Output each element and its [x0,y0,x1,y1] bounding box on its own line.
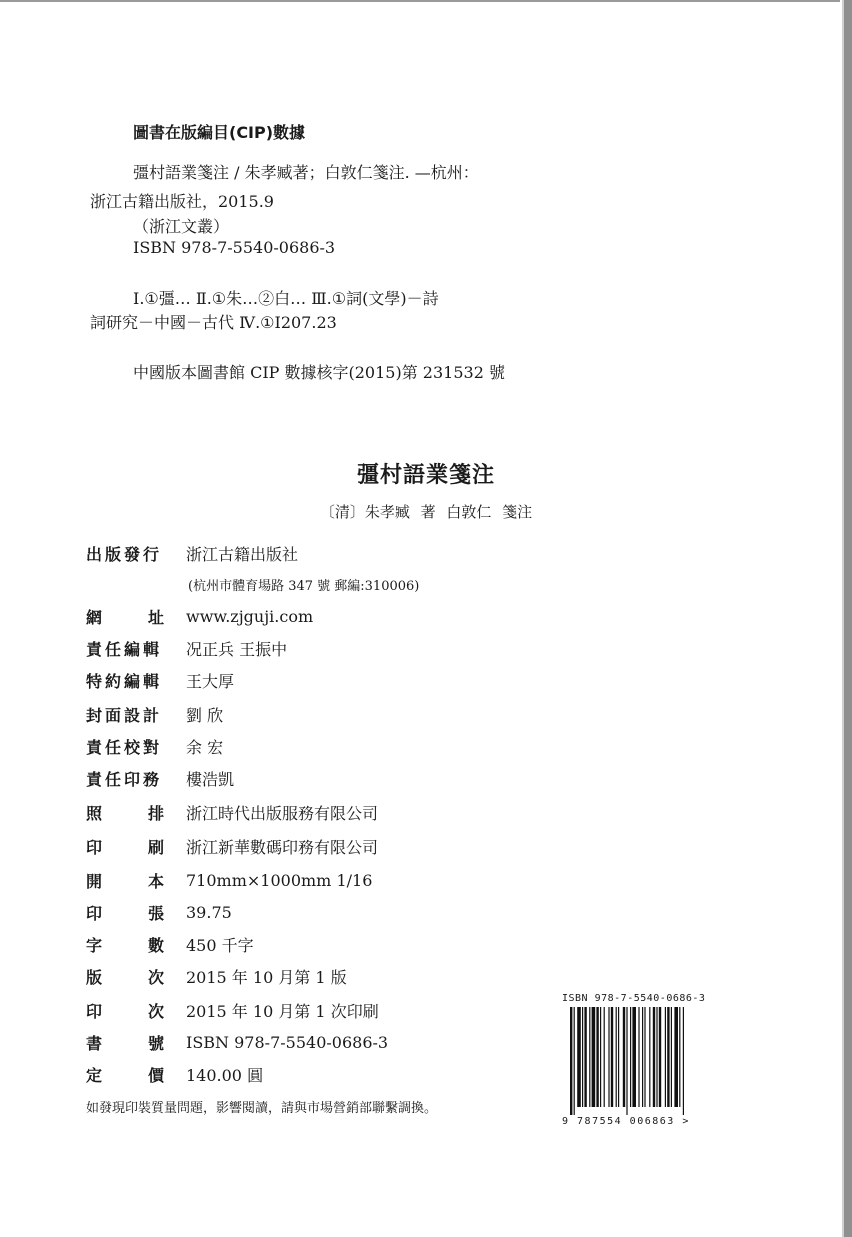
cip-line-title: 彊村語業箋注 / 朱孝臧著；白敦仁箋注. —杭州： [133,163,479,182]
barcode-bar [574,1007,575,1115]
barcode-bar [623,1007,625,1107]
info-label-char-2: 次 [147,967,164,987]
barcode-bar [649,1007,650,1107]
info-value: 余 宏 [186,737,224,757]
info-row-word-count [86,929,254,959]
info-label-char-2: 數 [147,935,164,955]
barcode-bar [644,1007,645,1107]
barcode-bar [659,1007,661,1107]
cip-line-classification-1: Ⅰ.①彊… Ⅱ.①朱…②白… Ⅲ.①詞(文學)－詩 [133,289,439,308]
cip-line-publisher: 浙江古籍出版社，2015.9 [90,192,274,211]
barcode-bar [589,1007,590,1107]
info-label-char-2: 張 [147,903,164,923]
info-label-char-1: 印 [86,903,103,923]
info-value: ISBN 978-7-5540-0686-3 [186,1032,389,1052]
info-label [86,965,164,988]
website-link[interactable]: www.zjguji.com [186,606,314,626]
cip-line-classification-2: 詞研究－中國－古代 Ⅳ.①I207.23 [90,313,337,332]
barcode-bar [674,1007,678,1107]
barcode-bar [582,1007,583,1107]
info-label-char-1: 字 [86,935,103,955]
barcode-bar [626,1007,627,1115]
info-row-editor [86,633,287,663]
info-value: 况正兵 王振中 [186,639,288,659]
info-value: 劉 欣 [186,705,224,725]
barcode-bar [600,1007,601,1107]
info-row-website [86,601,313,631]
barcode-bar [618,1007,619,1107]
info-label-char-2: 本 [147,871,164,891]
book-byline: 〔清〕朱孝臧 著 白敦仁 箋注 [319,503,533,521]
barcode-bar [667,1007,669,1107]
info-label [86,933,164,956]
barcode-bar [671,1007,672,1107]
info-value: 2015 年 10 月第 1 次印刷 [186,1001,379,1021]
info-row-sheets [86,897,232,927]
barcode-bar [653,1007,655,1107]
info-row-price [86,1059,263,1089]
info-label-char-2: 次 [147,1001,164,1021]
info-label [86,835,164,858]
isbn-barcode [562,993,732,1127]
cip-line-series: （浙江文叢） [133,217,230,236]
info-row-cover-design [86,699,223,729]
page-top-border [0,0,840,2]
info-row-print-manager [86,763,234,793]
barcode-bar [596,1007,598,1107]
barcode-bar [584,1007,586,1107]
barcode-bar [679,1007,680,1107]
barcode-digits: 9 787554 006863 > [562,1116,690,1127]
info-label-char-2: 刷 [147,837,164,857]
info-row-book-number [86,1027,388,1057]
info-label-char-2: 排 [147,803,164,823]
info-label: 封面設計 [86,705,163,725]
info-value: 710mm×1000mm 1/16 [186,870,373,890]
barcode-bar [630,1007,631,1107]
info-label-char-1: 書 [86,1033,103,1053]
barcode-bar [616,1007,617,1107]
info-value: 浙江古籍出版社 [186,544,299,564]
info-value: 39.75 [186,902,232,922]
quality-notice: 如發現印裝質量問題，影響閱讀，請與市場營銷部聯繫調換。 [86,1101,438,1116]
info-label [86,801,164,824]
barcode-bar [632,1007,636,1107]
barcode-bar [604,1007,605,1107]
info-label-char-1: 印 [86,837,103,857]
cip-line-isbn: ISBN 978-7-5540-0686-3 [133,238,336,257]
info-label [86,999,164,1022]
info-label-char-1: 印 [86,1001,103,1021]
barcode-isbn-text: ISBN 978-7-5540-0686-3 [562,993,706,1004]
info-row-format [86,865,372,895]
info-label-char-1: 版 [86,967,103,987]
barcode-bar [683,1007,684,1115]
info-label-char-2: 號 [147,1033,164,1053]
info-label: 責任編輯 [86,639,163,659]
info-value: 王大厚 [186,671,235,691]
publisher-address: (杭州市體育場路 347 號 郵編:310006) [188,579,420,594]
info-label: 責任校對 [86,737,163,757]
info-label-char-2: 價 [147,1065,164,1085]
barcode-bar [665,1007,666,1107]
info-value: 140.00 圓 [186,1065,264,1085]
page-edge [844,0,852,1237]
info-value: 2015 年 10 月第 1 版 [186,967,347,987]
info-label: 特約編輯 [86,671,163,691]
info-row-impression [86,995,379,1025]
info-row-edition [86,961,347,991]
book-title: 彊村語業箋注 [356,463,495,488]
info-value: 樓浩凱 [186,769,235,789]
info-label-char-1: 網 [86,607,103,627]
barcode-bar [611,1007,613,1107]
info-label-char-2: 址 [147,607,164,627]
barcode-bar [577,1007,581,1107]
info-label-char-1: 照 [86,803,103,823]
barcode-bar [608,1007,609,1107]
barcode-bar [642,1007,643,1107]
barcode-bar [656,1007,657,1107]
info-label [86,901,164,924]
info-value: 浙江新華數碼印務有限公司 [186,837,379,857]
info-label: 出版發行 [86,544,163,564]
info-value: 450 千字 [186,935,254,955]
info-row-publisher [86,538,298,568]
info-row-printing [86,831,378,861]
info-label [86,1063,164,1086]
cip-heading: 圖書在版編目(CIP)數據 [133,123,306,142]
info-label [86,605,164,628]
barcode-bar [592,1007,596,1107]
info-row-proofreader [86,731,223,761]
barcode-bar [638,1007,639,1107]
info-label [86,869,164,892]
barcode-bar [570,1007,572,1115]
info-label-char-1: 定 [86,1065,103,1085]
info-value: 浙江時代出版服務有限公司 [186,803,379,823]
info-row-special-editor [86,665,234,695]
barcode-bars [562,1007,722,1115]
info-label: 責任印務 [86,769,163,789]
cip-line-verification: 中國版本圖書館 CIP 數據核字(2015)第 231532 號 [133,363,505,382]
info-label [86,1031,164,1054]
info-row-typesetting [86,797,378,827]
info-label-char-1: 開 [86,871,103,891]
